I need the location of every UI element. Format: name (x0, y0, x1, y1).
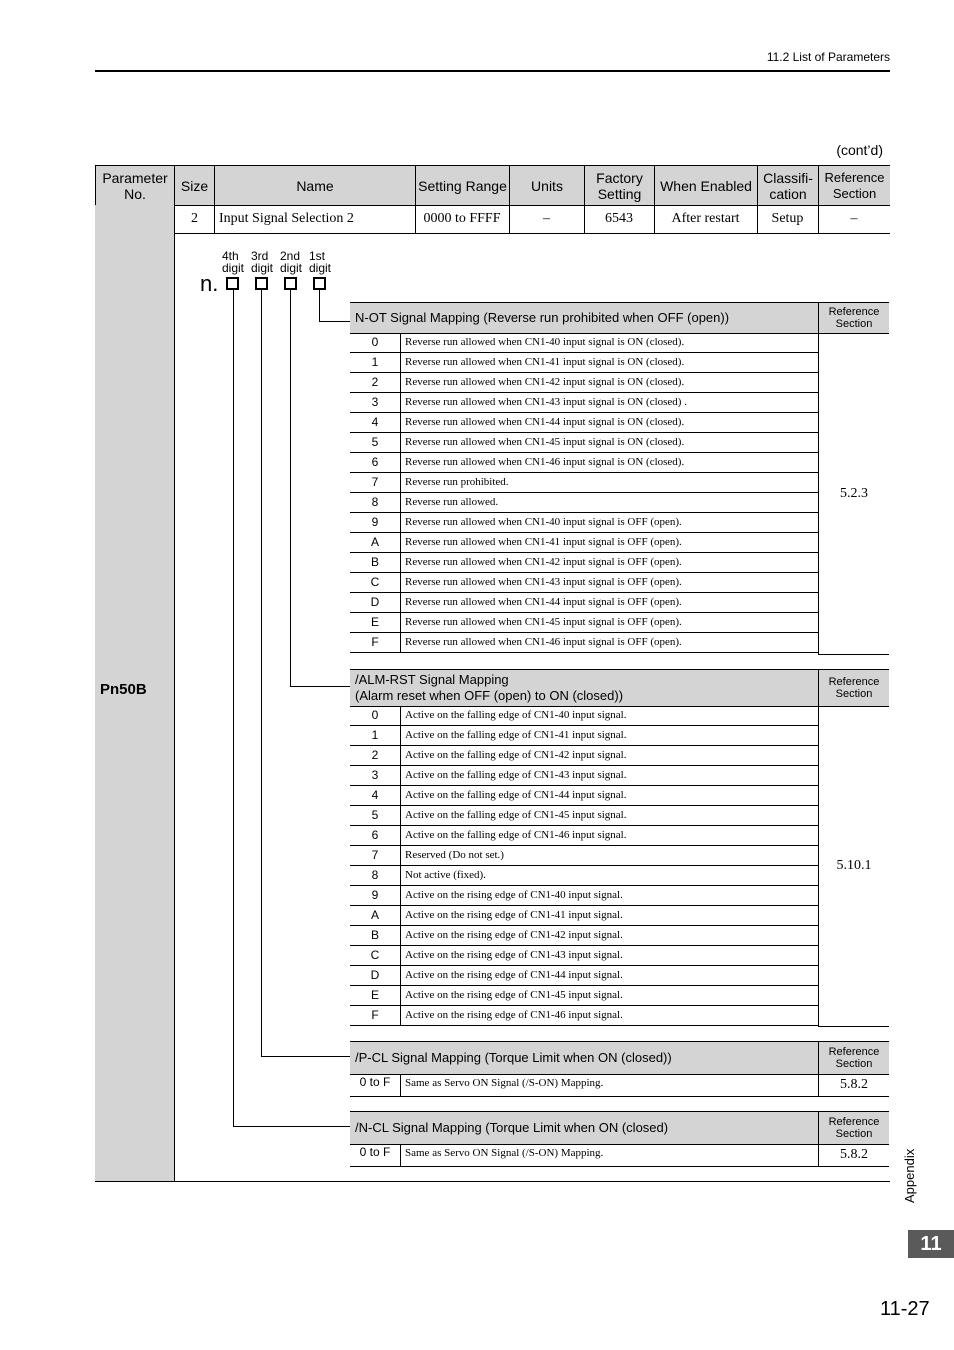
n-ot-ref-header: Reference Section (818, 302, 889, 334)
option-description: Reverse run allowed when CN1-40 input signal is OFF (open). (405, 516, 682, 528)
option-code: A (350, 906, 401, 925)
chapter-tab: 11 (908, 1230, 954, 1258)
digit-label-1st: 1st digit (309, 249, 332, 275)
option-description: Not active (fixed). (405, 869, 486, 881)
option-description: Active on the falling edge of CN1-40 input signal. (405, 709, 627, 721)
table-row (350, 826, 818, 846)
option-code: E (350, 613, 401, 632)
appendix-side-label (900, 1145, 924, 1205)
col-header-size: Size (174, 165, 215, 206)
running-header: 11.2 List of Parameters (766, 50, 890, 64)
alm-rst-reference: 5.10.1 (818, 706, 889, 1027)
table-row (350, 726, 818, 746)
option-code: 3 (350, 393, 401, 412)
col-header-setting-range: Setting Range (415, 165, 510, 206)
table-row (350, 746, 818, 766)
digit-label-4th: 4th digit (222, 249, 245, 275)
col-header-when-enabled: When Enabled (654, 165, 758, 206)
table-row (350, 633, 818, 653)
option-description: Reverse run allowed when CN1-44 input signal is ON (closed). (405, 416, 685, 428)
option-code: B (350, 553, 401, 572)
table-row (350, 1006, 818, 1026)
option-code: 9 (350, 886, 401, 905)
param-classification: Setup (757, 205, 819, 234)
option-code: 7 (350, 846, 401, 865)
option-code: 9 (350, 513, 401, 532)
col-header-units: Units (509, 165, 585, 206)
n-cl-row (350, 1144, 818, 1167)
n-cl-code: 0 to F (350, 1144, 401, 1166)
option-code: 8 (350, 866, 401, 885)
param-reference: – (818, 205, 890, 234)
option-code: 7 (350, 473, 401, 492)
option-description: Reverse run allowed when CN1-43 input signal is ON (closed) . (405, 396, 687, 408)
table-row (350, 373, 818, 393)
table-row (350, 926, 818, 946)
option-code: B (350, 926, 401, 945)
table-bottom-rule (95, 1181, 890, 1182)
alm-rst-title-line2: (Alarm reset when OFF (open) to ON (closed)) (355, 688, 624, 703)
option-code: F (350, 633, 401, 652)
option-code: F (350, 1006, 401, 1025)
param-size: 2 (175, 205, 215, 234)
digit-box-3rd (255, 277, 268, 290)
table-row (350, 766, 818, 786)
digit-label-3rd: 3rd digit (251, 249, 274, 275)
table-row (350, 593, 818, 613)
alm-rst-title (350, 669, 818, 707)
digit-label-2nd: 2nd digit (280, 249, 303, 275)
option-description: Reverse run allowed when CN1-43 input signal is OFF (open). (405, 576, 682, 588)
table-row (350, 333, 818, 353)
option-code: 2 (350, 373, 401, 392)
continued-label: (cont’d) (836, 142, 883, 158)
digit-box-2nd (284, 277, 297, 290)
table-row (350, 493, 818, 513)
table-row (350, 706, 818, 726)
table-row (350, 453, 818, 473)
option-code: D (350, 966, 401, 985)
table-row (350, 553, 818, 573)
param-number: Pn50B (100, 681, 147, 698)
param-prefix: n. (200, 271, 219, 296)
option-description: Reverse run allowed when CN1-41 input signal is OFF (open). (405, 536, 682, 548)
table-row (350, 786, 818, 806)
option-code: 6 (350, 453, 401, 472)
connector-3rd-v (261, 290, 262, 1057)
n-cl-reference: 5.8.2 (818, 1144, 889, 1167)
param-name: Input Signal Selection 2 (214, 205, 416, 234)
option-code: 8 (350, 493, 401, 512)
option-description: Active on the falling edge of CN1-44 input signal. (405, 789, 627, 801)
option-description: Reverse run allowed when CN1-46 input signal is OFF (open). (405, 636, 682, 648)
n-ot-title: N-OT Signal Mapping (Reverse run prohibited when OFF (open)) (350, 302, 818, 334)
option-description: Active on the falling edge of CN1-41 input signal. (405, 729, 627, 741)
connector-1st-h (319, 321, 350, 322)
digit-box-1st (313, 277, 326, 290)
option-code: D (350, 593, 401, 612)
param-factory-setting: 6543 (584, 205, 655, 234)
option-code: C (350, 573, 401, 592)
option-description: Active on the rising edge of CN1-46 input signal. (405, 1009, 623, 1021)
option-code: 1 (350, 353, 401, 372)
connector-1st-v (319, 290, 320, 322)
table-row (350, 473, 818, 493)
col-header-classification: Classifi- cation (757, 165, 819, 206)
option-description: Reverse run allowed when CN1-44 input signal is OFF (open). (405, 596, 682, 608)
option-description: Active on the rising edge of CN1-42 input signal. (405, 929, 623, 941)
table-row (350, 513, 818, 533)
table-row (350, 573, 818, 593)
option-description: Active on the falling edge of CN1-45 input signal. (405, 809, 627, 821)
option-code: 2 (350, 746, 401, 765)
col-header-reference: Reference Section (818, 165, 890, 206)
param-units: – (509, 205, 585, 234)
table-row (350, 613, 818, 633)
table-row (350, 946, 818, 966)
connector-4th-v (233, 290, 234, 1127)
p-cl-reference: 5.8.2 (818, 1074, 889, 1097)
option-code: A (350, 533, 401, 552)
table-row (350, 533, 818, 553)
option-description: Reverse run allowed. (405, 496, 499, 508)
table-row (350, 846, 818, 866)
option-description: Active on the falling edge of CN1-46 input signal. (405, 829, 627, 841)
alm-rst-ref-header: Reference Section (818, 669, 889, 707)
option-description: Active on the falling edge of CN1-42 input signal. (405, 749, 627, 761)
p-cl-row (350, 1074, 818, 1097)
option-description: Reverse run allowed when CN1-42 input signal is OFF (open). (405, 556, 682, 568)
option-description: Reverse run allowed when CN1-46 input signal is ON (closed). (405, 456, 685, 468)
p-cl-title: /P-CL Signal Mapping (Torque Limit when ON (closed)) (350, 1041, 818, 1075)
option-description: Reverse run prohibited. (405, 476, 509, 488)
connector-3rd-h (261, 1056, 350, 1057)
col-header-param-no: Parameter No. (95, 165, 175, 206)
table-row (350, 433, 818, 453)
param-setting-range: 0000 to FFFF (415, 205, 510, 234)
table-row (350, 806, 818, 826)
option-code: C (350, 946, 401, 965)
option-description: Active on the rising edge of CN1-40 input signal. (405, 889, 623, 901)
option-description: Active on the rising edge of CN1-45 input signal. (405, 989, 623, 1001)
option-code: E (350, 986, 401, 1005)
col-header-name: Name (214, 165, 416, 206)
option-code: 3 (350, 766, 401, 785)
p-cl-ref-header: Reference Section (818, 1041, 889, 1075)
option-description: Active on the rising edge of CN1-43 input signal. (405, 949, 623, 961)
table-row (350, 413, 818, 433)
option-code: 5 (350, 433, 401, 452)
param-when-enabled: After restart (654, 205, 758, 234)
option-description: Reverse run allowed when CN1-45 input signal is ON (closed). (405, 436, 685, 448)
appendix-text: Appendix (902, 1148, 917, 1203)
alm-rst-title-line1: /ALM-RST Signal Mapping (355, 672, 509, 687)
option-description: Reverse run allowed when CN1-40 input signal is ON (closed). (405, 336, 685, 348)
option-description: Active on the falling edge of CN1-43 input signal. (405, 769, 627, 781)
table-row (350, 986, 818, 1006)
option-code: 5 (350, 806, 401, 825)
option-code: 0 (350, 706, 401, 725)
option-code: 4 (350, 413, 401, 432)
table-row (350, 866, 818, 886)
n-ot-reference: 5.2.3 (818, 333, 889, 655)
header-rule (95, 70, 890, 72)
option-description: Reverse run allowed when CN1-42 input signal is ON (closed). (405, 376, 685, 388)
option-code: 4 (350, 786, 401, 805)
page-number: 11-27 (880, 1298, 930, 1320)
n-cl-ref-header: Reference Section (818, 1111, 889, 1145)
option-description: Active on the rising edge of CN1-41 input signal. (405, 909, 623, 921)
option-code: 6 (350, 826, 401, 845)
option-description: Reverse run allowed when CN1-41 input signal is ON (closed). (405, 356, 685, 368)
option-description: Reverse run allowed when CN1-45 input signal is OFF (open). (405, 616, 682, 628)
p-cl-desc: Same as Servo ON Signal (/S-ON) Mapping. (405, 1077, 604, 1089)
table-row (350, 906, 818, 926)
option-code: 1 (350, 726, 401, 745)
table-row (350, 886, 818, 906)
option-description: Reserved (Do not set.) (405, 849, 504, 861)
option-description: Active on the rising edge of CN1-44 input signal. (405, 969, 623, 981)
n-cl-desc: Same as Servo ON Signal (/S-ON) Mapping. (405, 1147, 604, 1159)
table-row (350, 353, 818, 373)
digit-box-4th (226, 277, 239, 290)
table-row (350, 966, 818, 986)
connector-4th-h (233, 1126, 350, 1127)
n-cl-title: /N-CL Signal Mapping (Torque Limit when ON (closed) (350, 1111, 818, 1145)
col-header-factory-setting: Factory Setting (584, 165, 655, 206)
option-code: 0 (350, 333, 401, 352)
p-cl-code: 0 to F (350, 1074, 401, 1096)
connector-2nd-v (290, 290, 291, 687)
table-row (350, 393, 818, 413)
connector-2nd-h (290, 686, 350, 687)
